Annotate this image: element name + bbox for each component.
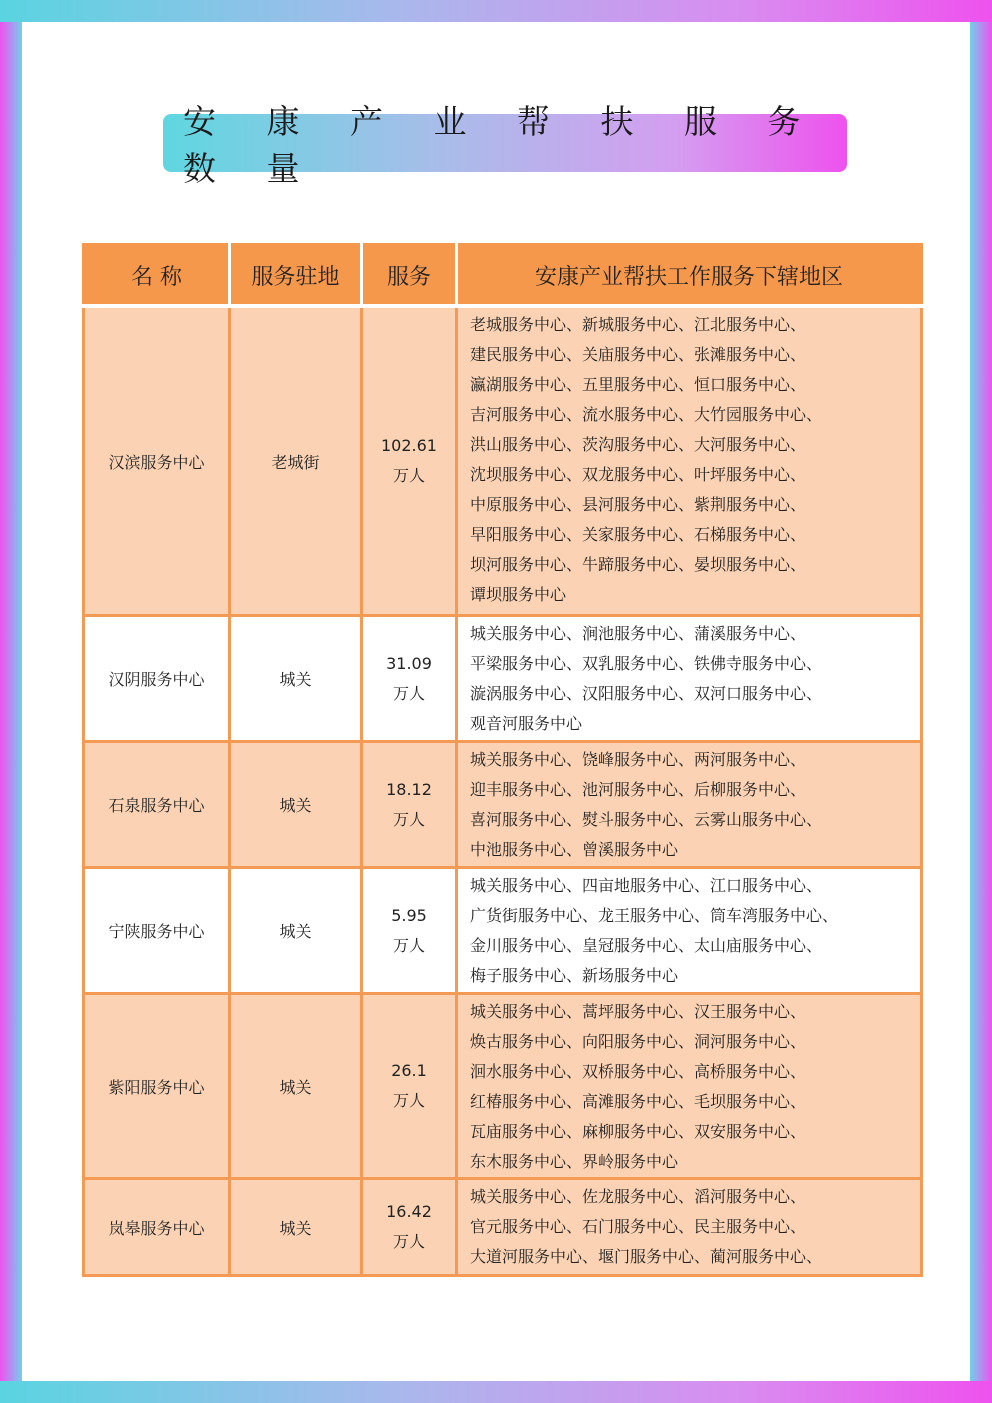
area-line: 吉河服务中心、流水服务中心、大竹园服务中心、 — [470, 405, 823, 424]
areas-cell — [457, 1179, 922, 1276]
area-line: 红椿服务中心、高滩服务中心、毛坝服务中心、 — [470, 1092, 807, 1111]
center-location: 城关 — [230, 994, 362, 1179]
service-unit: 万人 — [392, 1091, 425, 1110]
area-line: 城关服务中心、饶峰服务中心、两河服务中心、 — [470, 750, 807, 769]
areas-cell — [457, 994, 922, 1179]
area-line: 观音河服务中心 — [470, 714, 583, 733]
service-amount-cell — [362, 1179, 457, 1276]
area-line: 中池服务中心、曾溪服务中心 — [470, 840, 679, 859]
area-line: 谭坝服务中心 — [470, 585, 567, 604]
area-line: 官元服务中心、石门服务中心、民主服务中心、 — [470, 1217, 807, 1236]
service-amount: 16.42 — [386, 1202, 432, 1221]
area-line: 洪山服务中心、茨沟服务中心、大河服务中心、 — [470, 435, 807, 454]
service-unit: 万人 — [392, 1232, 425, 1251]
area-line: 城关服务中心、蒿坪服务中心、汉王服务中心、 — [470, 1002, 807, 1021]
area-line: 城关服务中心、四亩地服务中心、江口服务中心、 — [470, 876, 823, 895]
area-line: 瀛湖服务中心、五里服务中心、恒口服务中心、 — [470, 375, 807, 394]
area-line: 迎丰服务中心、池河服务中心、后柳服务中心、 — [470, 780, 807, 799]
page-title: 安 康 产 业 帮 扶 服 务 数 量 — [183, 102, 821, 188]
service-unit: 万人 — [392, 683, 425, 703]
table-row — [84, 616, 922, 742]
center-location: 城关 — [230, 742, 362, 868]
table-row — [84, 742, 922, 868]
center-location: 城关 — [230, 616, 362, 742]
area-line: 漩涡服务中心、汉阳服务中心、双河口服务中心、 — [470, 684, 823, 703]
service-unit: 万人 — [392, 935, 425, 955]
service-amount-cell — [362, 616, 457, 742]
areas-cell — [457, 306, 922, 616]
header-name: 名 称 — [84, 245, 230, 307]
table-row — [84, 868, 922, 994]
service-amount: 26.1 — [391, 1061, 427, 1080]
right-gradient-border — [970, 22, 992, 1381]
service-unit: 万人 — [392, 809, 425, 829]
service-unit: 万人 — [392, 466, 425, 485]
area-line: 焕古服务中心、向阳服务中心、洞河服务中心、 — [470, 1032, 807, 1051]
area-line: 城关服务中心、佐龙服务中心、滔河服务中心、 — [470, 1187, 807, 1206]
table-row — [84, 306, 922, 616]
center-name: 石泉服务中心 — [84, 742, 230, 868]
table-header-row — [84, 245, 922, 307]
header-service: 服务 — [362, 245, 457, 307]
center-name: 紫阳服务中心 — [84, 994, 230, 1179]
areas-cell — [457, 742, 922, 868]
service-amount-cell — [362, 868, 457, 994]
area-line: 早阳服务中心、关家服务中心、石梯服务中心、 — [470, 525, 807, 544]
area-line: 大道河服务中心、堰门服务中心、蔺河服务中心、 — [470, 1247, 823, 1266]
header-location: 服务驻地 — [230, 245, 362, 307]
table-row — [84, 1179, 922, 1276]
areas-cell — [457, 868, 922, 994]
center-location: 城关 — [230, 1179, 362, 1276]
service-amount-cell — [362, 994, 457, 1179]
area-line: 坝河服务中心、牛蹄服务中心、晏坝服务中心、 — [470, 555, 807, 574]
center-name: 汉滨服务中心 — [84, 306, 230, 616]
bottom-gradient-border — [0, 1381, 992, 1403]
title-banner — [163, 102, 847, 188]
area-line: 瓦庙服务中心、麻柳服务中心、双安服务中心、 — [470, 1122, 807, 1141]
center-location: 老城街 — [230, 306, 362, 616]
service-amount: 5.95 — [391, 905, 427, 925]
top-gradient-border — [0, 0, 992, 22]
header-areas: 安康产业帮扶工作服务下辖地区 — [457, 245, 922, 307]
area-line: 中原服务中心、县河服务中心、紫荆服务中心、 — [470, 495, 807, 514]
area-line: 沈坝服务中心、双龙服务中心、叶坪服务中心、 — [470, 465, 807, 484]
areas-cell — [457, 616, 922, 742]
center-name: 宁陕服务中心 — [84, 868, 230, 994]
area-line: 广货街服务中心、龙王服务中心、筒车湾服务中心、 — [470, 906, 839, 925]
table-row — [84, 994, 922, 1179]
area-line: 建民服务中心、关庙服务中心、张滩服务中心、 — [470, 345, 807, 364]
area-line: 金川服务中心、皇冠服务中心、太山庙服务中心、 — [470, 936, 823, 955]
area-line: 城关服务中心、涧池服务中心、蒲溪服务中心、 — [470, 624, 807, 643]
service-amount: 18.12 — [386, 779, 432, 799]
center-location: 城关 — [230, 868, 362, 994]
area-line: 平梁服务中心、双乳服务中心、铁佛寺服务中心、 — [470, 654, 823, 673]
center-name: 岚皋服务中心 — [84, 1179, 230, 1276]
service-amount: 102.61 — [381, 436, 437, 455]
area-line: 喜河服务中心、熨斗服务中心、云雾山服务中心、 — [470, 810, 823, 829]
area-line: 梅子服务中心、新场服务中心 — [470, 966, 679, 985]
service-amount-cell — [362, 742, 457, 868]
left-gradient-border — [0, 22, 22, 1381]
service-amount: 31.09 — [386, 653, 432, 673]
area-line: 洄水服务中心、双桥服务中心、高桥服务中心、 — [470, 1062, 807, 1081]
center-name: 汉阴服务中心 — [84, 616, 230, 742]
service-table — [82, 243, 923, 1277]
area-line: 东木服务中心、界岭服务中心 — [470, 1152, 679, 1171]
area-line: 老城服务中心、新城服务中心、江北服务中心、 — [470, 315, 807, 334]
service-amount-cell — [362, 306, 457, 616]
